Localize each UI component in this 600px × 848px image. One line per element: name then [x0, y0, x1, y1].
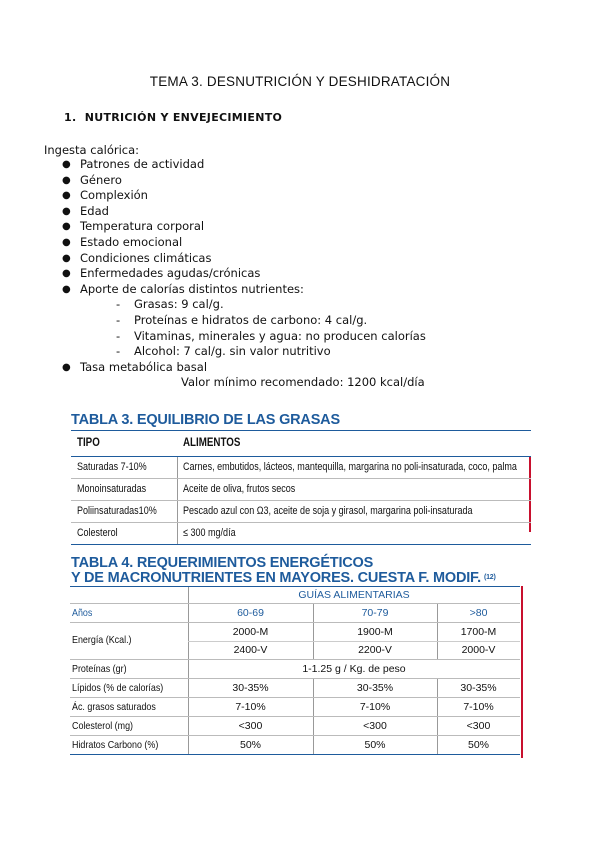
- min-recommended-value: Valor mínimo recomendado: 1200 kcal/día: [181, 375, 425, 389]
- table-row: Colesterol ≤ 300 mg/día: [71, 523, 531, 545]
- table4: [70, 586, 520, 755]
- table3-title: TABLA 3. EQUILIBRIO DE LAS GRASAS: [71, 412, 340, 428]
- nutrient-item: - Vitaminas, minerales y agua: no producen calorías: [116, 328, 426, 343]
- section-heading: [64, 111, 282, 124]
- intake-label: Ingesta calórica:: [44, 143, 140, 157]
- list-item: ● Complexión: [62, 188, 148, 203]
- bullet-icon: ●: [62, 205, 71, 217]
- nutrient-item: - Proteínas e hidratos de carbono: 4 cal/g.: [116, 312, 368, 327]
- table-row: Ác. grasos saturados 7-10% 7-10% 7-10%: [70, 698, 520, 717]
- nutrient-item: - Grasas: 9 cal/g.: [116, 297, 224, 312]
- bullet-icon: ●: [62, 159, 71, 170]
- table3-header: [71, 430, 531, 457]
- table4-accent-bar: [521, 586, 524, 758]
- list-item: ● Género: [62, 172, 122, 187]
- table4-title: TABLA 4. REQUERIMIENTOS ENERGÉTICOS Y DE MACRONUTRIENTES EN MAYORES. CUESTA F. MODIF. $^{(12)}$: [71, 555, 496, 586]
- table-row: Poliinsaturadas10% Pescado azul con Ω3, aceite de soja y girasol, margarina poli-insaturada: [71, 501, 531, 523]
- table-row: Colesterol (mg) <300 <300 <300: [70, 717, 520, 736]
- list-item: ● Condiciones climáticas: [62, 250, 212, 265]
- list-item: ● Aporte de calorías distintos nutrientes: - Grasas: 9 cal/g. - Proteínas e hidratos de carbono: 4 cal/g. - Vitaminas, minerales y agua: no producen calorías - Alcohol: 7 cal/g. sin valor nutritivo: [62, 281, 426, 359]
- list-item: ● Tasa metabólica basal: [62, 359, 208, 374]
- nutrient-list: [80, 297, 426, 359]
- table4-reference: (12): [483, 574, 496, 581]
- table4-group-header-row: [70, 586, 520, 604]
- table3-header-type: TIPO: [77, 437, 100, 449]
- factor-list: [62, 157, 426, 375]
- bullet-icon: ●: [62, 252, 71, 264]
- list-item: ● Estado emocional: [62, 234, 183, 249]
- bullet-icon: ●: [62, 361, 71, 373]
- section-number: 1.: [64, 111, 77, 124]
- list-item: ● Patrones de actividad: [62, 157, 205, 171]
- table4-protein-row: Proteínas (gr) 1-1.25 g / Kg. de peso: [70, 660, 520, 679]
- table-row: Lípidos (% de calorías) 30-35% 30-35% 30-35%: [70, 679, 520, 698]
- bullet-icon: ●: [62, 174, 71, 186]
- bullet-icon: ●: [62, 283, 71, 295]
- table4-age-row: Años 60-69 70-79 >80: [70, 604, 520, 623]
- list-item: ● Edad: [62, 203, 109, 218]
- table-row: Monoinsaturadas Aceite de oliva, frutos secos: [71, 479, 531, 501]
- table-row: Saturadas 7-10% Carnes, embutidos, lácteos, mantequilla, margarina no poli-insaturada, coco, palma: [71, 457, 531, 479]
- table-row: Hidratos Carbono (%) 50% 50% 50%: [70, 736, 520, 755]
- table3: [71, 430, 531, 545]
- list-item: ● Temperatura corporal: [62, 219, 205, 234]
- table4-group-header: GUÍAS ALIMENTARIAS: [298, 589, 410, 601]
- bullet-icon: ●: [62, 236, 71, 248]
- list-item: ● Enfermedades agudas/crónicas: [62, 266, 261, 281]
- table4-energy-row: Energía (Kcal.) 2000-M 1900-M 1700-M 2400-V 2200-V 2000-V: [70, 623, 520, 660]
- table3-header-foods: ALIMENTOS: [183, 437, 241, 449]
- section-title: NUTRICIÓN Y ENVEJECIMIENTO: [84, 111, 283, 124]
- page-title: TEMA 3. DESNUTRICIÓN Y DESHIDRATACIÓN: [149, 74, 451, 89]
- bullet-icon: ●: [62, 268, 71, 280]
- nutrient-item: - Alcohol: 7 cal/g. sin valor nutritivo: [116, 344, 331, 359]
- bullet-icon: ●: [62, 190, 71, 202]
- bullet-icon: ●: [62, 221, 71, 233]
